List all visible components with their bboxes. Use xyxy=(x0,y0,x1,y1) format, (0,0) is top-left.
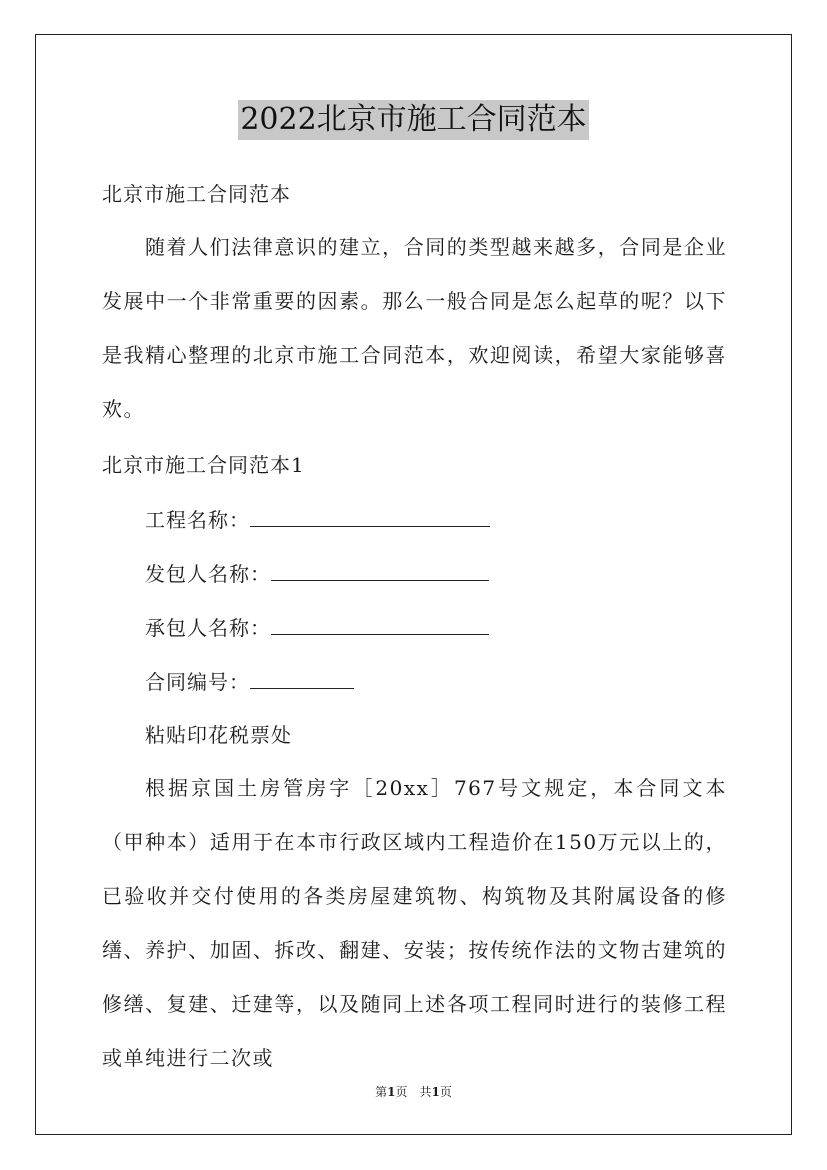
project-name-label: 工程名称： xyxy=(145,508,250,532)
footer-suffix: 页 xyxy=(439,1085,452,1099)
contract-number-label: 合同编号： xyxy=(145,670,250,694)
contract-number-blank xyxy=(250,670,354,689)
footer-prefix: 第 xyxy=(375,1085,388,1099)
footer-page-number: 1 xyxy=(387,1085,396,1099)
project-name-field xyxy=(145,507,490,533)
footer-mid: 页 共 xyxy=(395,1085,432,1099)
body-paragraph: 根据京国土房管房字［20xx］767号文规定，本合同文本（甲种本）适用于在本市行政区域内工程造价在150万元以上的，已验收并交付使用的各类房屋建筑物、构筑物及其附属设备的修缮、养护、加固、拆改、翻建、安装；按传统作法的文物古建筑的修缮、复建、迁建等，以及随同上述各项工程同时进行的装修工程或单纯进行二次或 xyxy=(102,776,727,1070)
stamp-note: 粘贴印花税票处 xyxy=(145,723,292,747)
document-title: 2022北京市施工合同范本 xyxy=(238,100,588,140)
contractor-label: 承包人名称： xyxy=(145,616,271,640)
contractor-issuer-label: 发包人名称： xyxy=(145,562,271,586)
footer-total-pages: 1 xyxy=(431,1085,440,1099)
section-heading: 北京市施工合同范本1 xyxy=(102,453,305,477)
title-container xyxy=(0,100,827,140)
contract-number-field xyxy=(145,669,354,695)
contractor-issuer-field xyxy=(145,561,489,587)
page-footer xyxy=(0,1084,827,1100)
contractor-field xyxy=(145,615,489,641)
contractor-blank xyxy=(271,616,489,635)
document-subtitle: 北京市施工合同范本 xyxy=(102,182,291,206)
intro-paragraph: 随着人们法律意识的建立，合同的类型越来越多，合同是企业发展中一个非常重要的因素。那么一般合同是怎么起草的呢？以下是我精心整理的北京市施工合同范本，欢迎阅读，希望大家能够喜欢。 xyxy=(102,235,727,421)
contractor-issuer-blank xyxy=(271,562,489,581)
project-name-blank xyxy=(250,508,490,527)
